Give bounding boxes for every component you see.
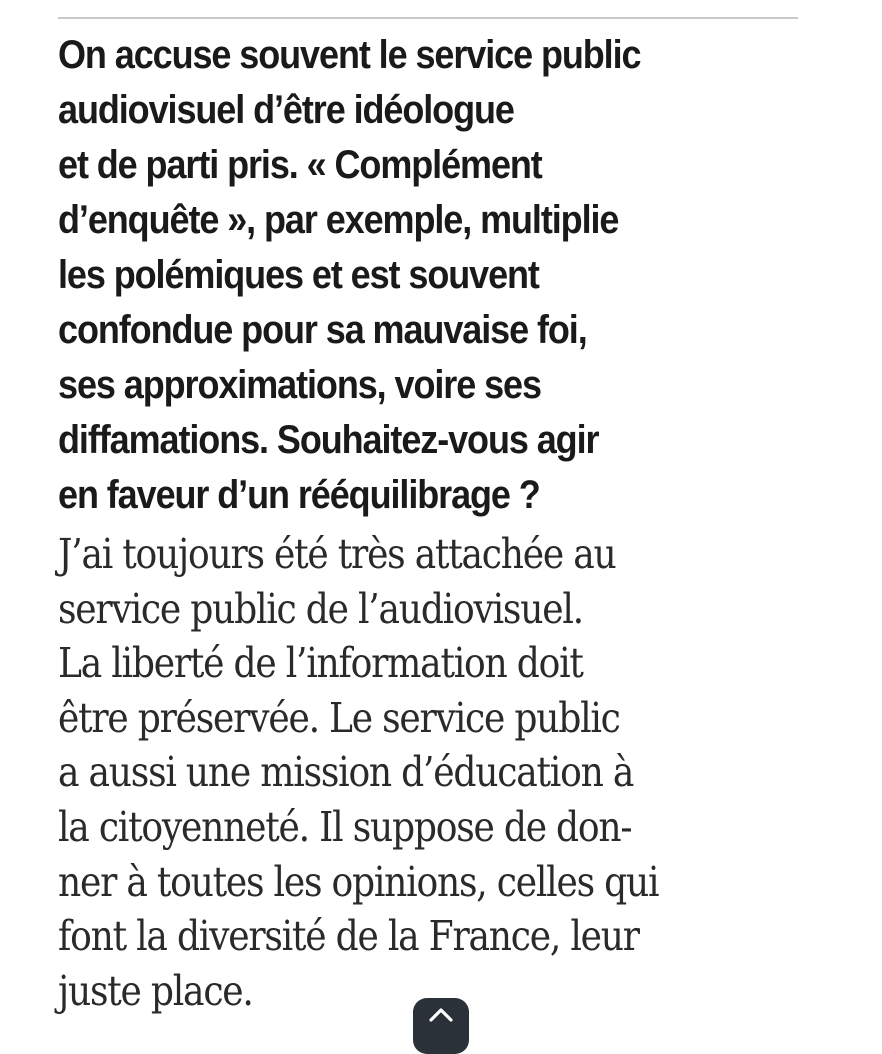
question-line: diffamations. Souhaitez-vous agir xyxy=(58,418,599,462)
question-line: d’enquête », par exemple, multiplie xyxy=(58,198,619,242)
answer-line: service public de l’audiovisuel. xyxy=(58,584,583,633)
answer-line: La liberté de l’information doit xyxy=(58,639,583,688)
answer-line: la citoyenneté. Il suppose de don- xyxy=(58,802,632,851)
question-line: en faveur d’un rééquilibrage ? xyxy=(58,473,540,517)
interview-question xyxy=(58,28,848,523)
answer-line: a aussi une mission d’éducation à xyxy=(58,748,634,797)
question-line: et de parti pris. « Complément xyxy=(58,143,542,187)
interview-answer xyxy=(58,527,858,1018)
answer-line: font la diversité de la France, leur xyxy=(58,912,639,961)
scroll-to-top-button[interactable] xyxy=(413,998,469,1054)
answer-line: être préservée. Le service public xyxy=(58,693,620,742)
answer-line: J’ai toujours été très attachée au xyxy=(58,530,616,578)
answer-line: ner à toutes les opinions, celles qui xyxy=(58,857,659,906)
question-line: On accuse souvent le service public xyxy=(58,33,641,77)
chevron-up-icon xyxy=(428,1006,454,1022)
question-line: audiovisuel d’être idéologue xyxy=(58,88,514,132)
answer-line: juste place. xyxy=(58,966,253,1015)
top-divider xyxy=(58,17,798,19)
question-line: les polémiques et est souvent xyxy=(58,253,539,297)
question-line: ses approximations, voire ses xyxy=(58,363,541,407)
question-line: confondue pour sa mauvaise foi, xyxy=(58,308,587,352)
